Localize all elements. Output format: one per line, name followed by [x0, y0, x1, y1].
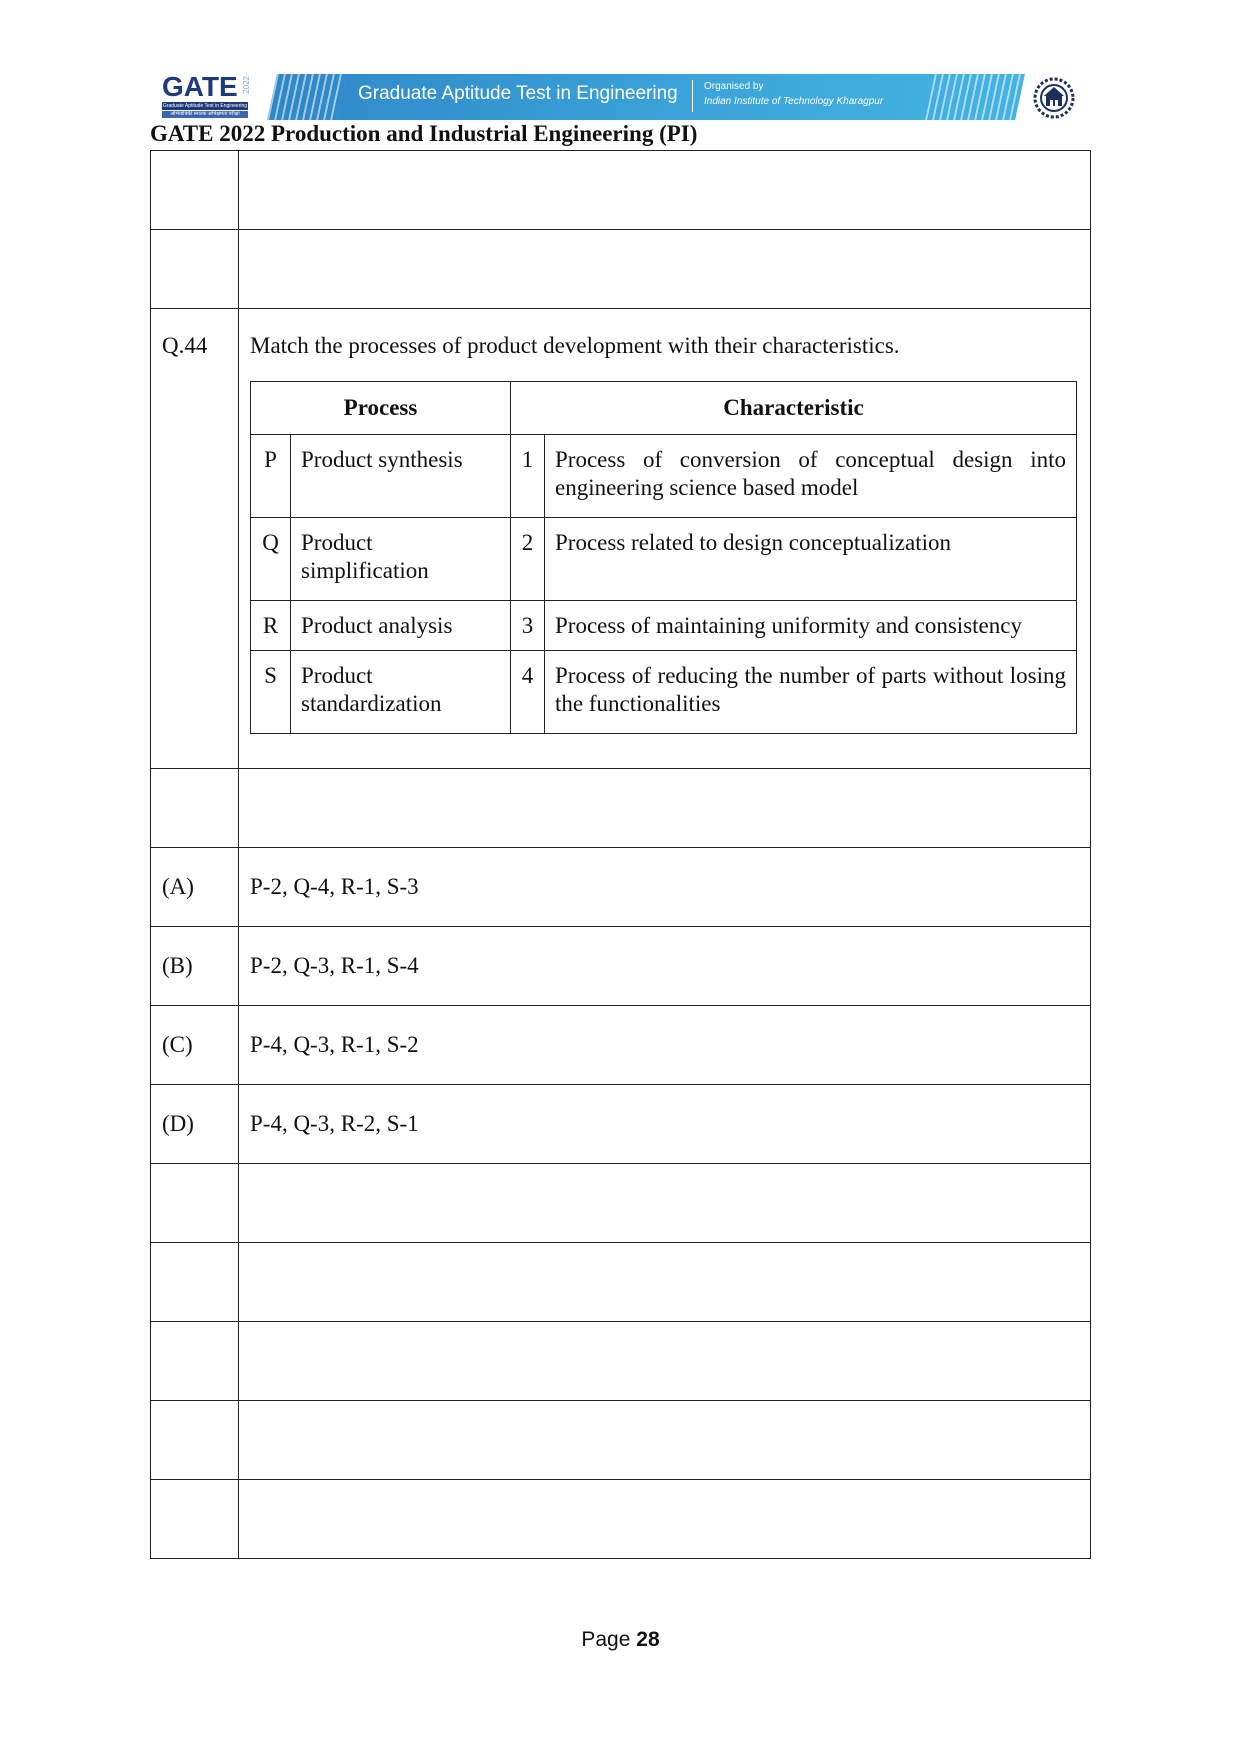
option-text: P-2, Q-4, R-1, S-3 — [239, 848, 1091, 927]
option-text: P-4, Q-3, R-2, S-1 — [239, 1085, 1091, 1164]
empty-row — [151, 151, 1091, 230]
empty-cell — [239, 151, 1091, 230]
page-number-value: 28 — [636, 1628, 660, 1651]
option-label: (A) — [151, 848, 239, 927]
page-label: Page — [581, 1628, 631, 1651]
empty-cell — [151, 1480, 239, 1559]
header-banner — [160, 72, 1160, 124]
question-table — [150, 150, 1091, 1559]
option-label: (D) — [151, 1085, 239, 1164]
banner-stripes-left — [267, 74, 347, 120]
empty-cell — [239, 230, 1091, 309]
empty-row — [151, 1401, 1091, 1480]
empty-cell — [239, 1480, 1091, 1559]
banner-organiser: Indian Institute of Technology Kharagpur — [704, 96, 884, 107]
option-row-a — [151, 848, 1091, 927]
option-text: P-2, Q-3, R-1, S-4 — [239, 927, 1091, 1006]
option-label: (C) — [151, 1006, 239, 1085]
characteristic-text: Process of reducing the number of parts without losing the functionalities — [545, 651, 1077, 734]
question-body — [239, 309, 1091, 769]
gate-logo-word: GATE — [162, 71, 238, 102]
empty-row — [151, 230, 1091, 309]
gate-logo-year: 2022 — [242, 76, 251, 94]
question-text: Match the processes of product development with their characteristics. — [250, 333, 900, 358]
empty-row — [151, 1480, 1091, 1559]
option-row-d — [151, 1085, 1091, 1164]
banner-title: Graduate Aptitude Test in Engineering — [358, 83, 678, 104]
match-row-r — [251, 601, 1077, 651]
empty-cell — [239, 1164, 1091, 1243]
empty-cell — [151, 230, 239, 309]
iit-kharagpur-emblem-icon — [1032, 76, 1076, 120]
empty-cell — [151, 769, 239, 848]
document-title: GATE 2022 Production and Industrial Engineering (PI) — [150, 121, 698, 146]
process-name: Product standardization — [291, 651, 511, 734]
empty-row — [151, 1322, 1091, 1401]
match-row-q — [251, 518, 1077, 601]
characteristic-key: 1 — [511, 435, 545, 518]
empty-cell — [151, 1243, 239, 1322]
process-key: P — [251, 435, 291, 518]
process-name: Product simplification — [291, 518, 511, 601]
process-key: Q — [251, 518, 291, 601]
question-number: Q.44 — [151, 309, 239, 769]
characteristic-key: 4 — [511, 651, 545, 734]
process-name: Product analysis — [291, 601, 511, 651]
gate-logo — [160, 72, 252, 122]
match-row-p — [251, 435, 1077, 518]
empty-cell — [151, 1164, 239, 1243]
characteristic-text: Process of maintaining uniformity and consistency — [545, 601, 1077, 651]
process-name: Product synthesis — [291, 435, 511, 518]
match-row-s — [251, 651, 1077, 734]
match-table-header — [251, 382, 1077, 435]
banner-organised-by: Organised by — [704, 81, 764, 92]
characteristic-key: 2 — [511, 518, 545, 601]
empty-cell — [151, 1401, 239, 1480]
banner-divider — [692, 80, 693, 112]
process-key: S — [251, 651, 291, 734]
empty-cell — [239, 1401, 1091, 1480]
page-number — [0, 1628, 1241, 1652]
characteristic-text: Process of conversion of conceptual design into engineering science based model — [545, 435, 1077, 518]
characteristic-text: Process related to design conceptualization — [545, 518, 1077, 601]
question-row — [151, 309, 1091, 769]
process-header: Process — [251, 382, 511, 435]
option-row-c — [151, 1006, 1091, 1085]
gate-logo-subtitle: Graduate Aptitude Test in Engineering — [162, 103, 248, 109]
characteristic-key: 3 — [511, 601, 545, 651]
process-key: R — [251, 601, 291, 651]
gate-logo-hindi: अभियांत्रिकी स्नातक अभिक्षमता परीक्षा — [162, 111, 248, 118]
empty-cell — [151, 1322, 239, 1401]
empty-cell — [239, 769, 1091, 848]
option-text: P-4, Q-3, R-1, S-2 — [239, 1006, 1091, 1085]
empty-cell — [239, 1322, 1091, 1401]
empty-row — [151, 1164, 1091, 1243]
option-label: (B) — [151, 927, 239, 1006]
empty-cell — [151, 151, 239, 230]
empty-row — [151, 769, 1091, 848]
empty-cell — [239, 1243, 1091, 1322]
characteristic-header: Characteristic — [511, 382, 1077, 435]
match-table — [250, 381, 1077, 734]
banner-stripes-right — [925, 74, 1025, 120]
empty-row — [151, 1243, 1091, 1322]
option-row-b — [151, 927, 1091, 1006]
